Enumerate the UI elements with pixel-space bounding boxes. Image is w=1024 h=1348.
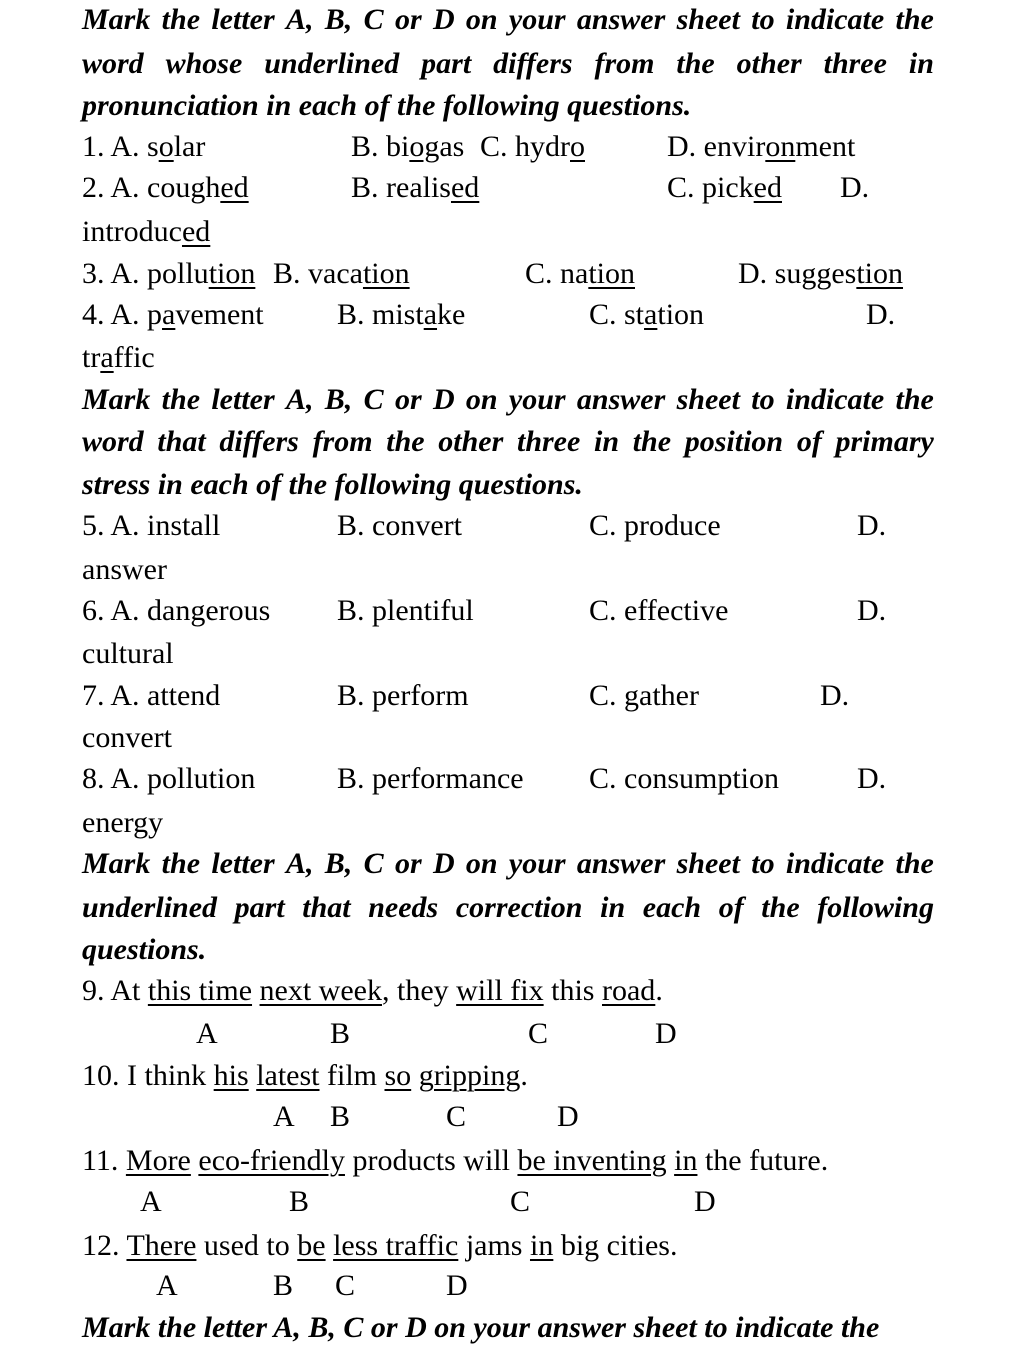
instr-word: needs [368, 891, 439, 924]
instr-word: on [465, 847, 498, 880]
instr-word: C [363, 3, 384, 36]
instr-word: indicate [785, 3, 885, 36]
q4-option-d-word: traffic [82, 341, 155, 374]
instr-word: in [600, 891, 626, 924]
instr-word: the [161, 847, 201, 880]
q5-option-b: B. convert [337, 509, 462, 542]
q12-letter-c: C [335, 1269, 356, 1302]
q9-letter-c: C [528, 1017, 549, 1050]
q2-option-c: C. picked [667, 171, 782, 204]
instr-word: sheet [676, 847, 740, 880]
q10-letter-a: A [273, 1100, 295, 1133]
instr-word: following [817, 891, 934, 924]
question-11: 11. More eco-friendly products will be inventing in the future. [82, 1144, 829, 1177]
instr-word: letter [211, 847, 275, 880]
section1-instruction-line1 [82, 0, 934, 40]
q6-option-d-word: cultural [82, 637, 174, 670]
instr-word: to [751, 383, 775, 416]
q7-option-d-label: D. [820, 679, 850, 712]
q1-option-d: D. environment [667, 130, 856, 163]
q8-option-c: C. consumption [589, 762, 780, 795]
instr-word: B, [324, 847, 353, 880]
instr-word: each [642, 891, 702, 924]
instr-word: letter [211, 383, 275, 416]
q4-option-a: 4. A. pavement [82, 298, 264, 331]
instr-word: Mark [82, 847, 151, 880]
instr-word: sheet [676, 3, 740, 36]
instr-word: your [508, 847, 566, 880]
section3-instruction-line1 [82, 844, 934, 884]
instr-word: C [363, 847, 384, 880]
q11-letter-c: C [510, 1185, 531, 1218]
q2-option-d-label: D. [840, 171, 870, 204]
q6-option-a: 6. A. dangerous [82, 594, 271, 627]
question-12: 12. There used to be less traffic jams in big cities. [82, 1229, 678, 1262]
instr-word: A, [285, 847, 314, 880]
instr-word: D [432, 383, 455, 416]
instr-word: whose [165, 47, 243, 80]
section2-instruction-line3: stress in each of the following questions. [82, 468, 583, 501]
q1-option-c: C. hydro [480, 130, 585, 163]
instr-word: in [594, 425, 620, 458]
q6-option-b: B. plentiful [337, 594, 474, 627]
q4-option-d-label: D. [866, 298, 896, 331]
q7-option-a: 7. A. attend [82, 679, 221, 712]
section1-instruction-line3: pronunciation in each of the following questions. [82, 89, 692, 122]
question-10: 10. I think his latest film so gripping. [82, 1059, 528, 1092]
instr-word: that [157, 425, 206, 458]
instr-word: three [516, 425, 581, 458]
q8-option-b: B. performance [337, 762, 524, 795]
instr-word: to [751, 3, 775, 36]
instr-word: answer [576, 383, 666, 416]
section3-instruction-line2 [82, 888, 934, 928]
q4-option-c: C. station [589, 298, 705, 331]
instr-word: C [363, 383, 384, 416]
instr-word: B, [324, 383, 353, 416]
q10-letter-c: C [446, 1100, 467, 1133]
instr-word: to [751, 847, 775, 880]
q10-letter-d: D [557, 1100, 579, 1133]
instr-word: D [432, 847, 455, 880]
instr-word: Mark [82, 3, 151, 36]
instr-word: A, [285, 3, 314, 36]
q2-option-b: B. realised [351, 171, 480, 204]
q2-option-a: 2. A. coughed [82, 171, 249, 204]
next-section-instruction-cut: Mark the letter A, B, C or D on your answer sheet to indicate the [82, 1311, 880, 1344]
q7-option-d-word: convert [82, 721, 172, 754]
instr-word: D [432, 3, 455, 36]
q3-option-a: 3. A. pollution [82, 257, 256, 290]
q9-letter-d: D [655, 1017, 677, 1050]
instr-word: other [736, 47, 802, 80]
instr-word: primary [835, 425, 934, 458]
instr-word: the [386, 425, 425, 458]
q12-letter-a: A [156, 1269, 178, 1302]
instr-word: or [394, 3, 422, 36]
instr-word: differs [493, 47, 573, 80]
section2-instruction-line1 [82, 380, 934, 420]
q1-option-b: B. biogas [351, 130, 465, 163]
q10-letter-b: B [330, 1100, 351, 1133]
instr-word: position [684, 425, 784, 458]
instr-word: or [394, 383, 422, 416]
q3-option-c: C. nation [525, 257, 635, 290]
q12-letter-d: D [446, 1269, 468, 1302]
instr-word: correction [455, 891, 583, 924]
q12-letter-b: B [273, 1269, 294, 1302]
instr-word: of [718, 891, 744, 924]
instr-word: from [594, 47, 655, 80]
q6-option-d-label: D. [857, 594, 887, 627]
instr-word: your [508, 383, 566, 416]
q7-option-b: B. perform [337, 679, 469, 712]
instr-word: from [312, 425, 373, 458]
section2-instruction-line2 [82, 422, 934, 462]
instr-word: word [82, 47, 144, 80]
instr-word: answer [576, 3, 666, 36]
q9-letter-b: B [330, 1017, 351, 1050]
q1-option-a: 1. A. solar [82, 130, 206, 163]
instr-word: word [82, 425, 144, 458]
instr-word: differs [219, 425, 299, 458]
instr-word: three [823, 47, 887, 80]
section3-instruction-line3: questions. [82, 933, 207, 966]
instr-word: indicate [785, 847, 885, 880]
q5-option-c: C. produce [589, 509, 721, 542]
instr-word: the [761, 891, 800, 924]
instr-word: the [676, 47, 715, 80]
instr-word: of [796, 425, 822, 458]
q5-option-a: 5. A. install [82, 509, 221, 542]
q2-option-d-word: introduced [82, 215, 211, 248]
q9-letter-a: A [196, 1017, 218, 1050]
instr-word: on [465, 3, 498, 36]
instr-word: that [302, 891, 351, 924]
instr-word: in [908, 47, 934, 80]
instr-word: letter [211, 3, 275, 36]
q7-option-c: C. gather [589, 679, 699, 712]
instr-word: part [234, 891, 285, 924]
instr-word: sheet [676, 383, 740, 416]
instr-word: the [161, 383, 201, 416]
q11-letter-b: B [289, 1185, 310, 1218]
instr-word: answer [576, 847, 666, 880]
q3-option-b: B. vacation [273, 257, 410, 290]
q5-option-d-word: answer [82, 553, 167, 586]
instr-word: the [895, 847, 934, 880]
instr-word: other [438, 425, 504, 458]
instr-word: Mark [82, 383, 151, 416]
q11-letter-d: D [694, 1185, 716, 1218]
instr-word: indicate [785, 383, 885, 416]
instr-word: the [161, 3, 201, 36]
instr-word: part [421, 47, 472, 80]
instr-word: B, [324, 3, 353, 36]
instr-word: your [508, 3, 566, 36]
q8-option-a: 8. A. pollution [82, 762, 256, 795]
q8-option-d-word: energy [82, 806, 164, 839]
q4-option-b: B. mistake [337, 298, 466, 331]
instr-word: the [895, 3, 934, 36]
q8-option-d-label: D. [857, 762, 887, 795]
question-9: 9. At this time next week, they will fix this road. [82, 974, 663, 1007]
q5-option-d-label: D. [857, 509, 887, 542]
instr-word: underlined [264, 47, 400, 80]
q3-option-d: D. suggestion [738, 257, 904, 290]
instr-word: A, [285, 383, 314, 416]
instr-word: on [465, 383, 498, 416]
q11-letter-a: A [140, 1185, 162, 1218]
instr-word: the [895, 383, 934, 416]
instr-word: or [394, 847, 422, 880]
instr-word: underlined [82, 891, 218, 924]
section1-instruction-line2 [82, 44, 934, 84]
q6-option-c: C. effective [589, 594, 729, 627]
instr-word: the [632, 425, 672, 458]
